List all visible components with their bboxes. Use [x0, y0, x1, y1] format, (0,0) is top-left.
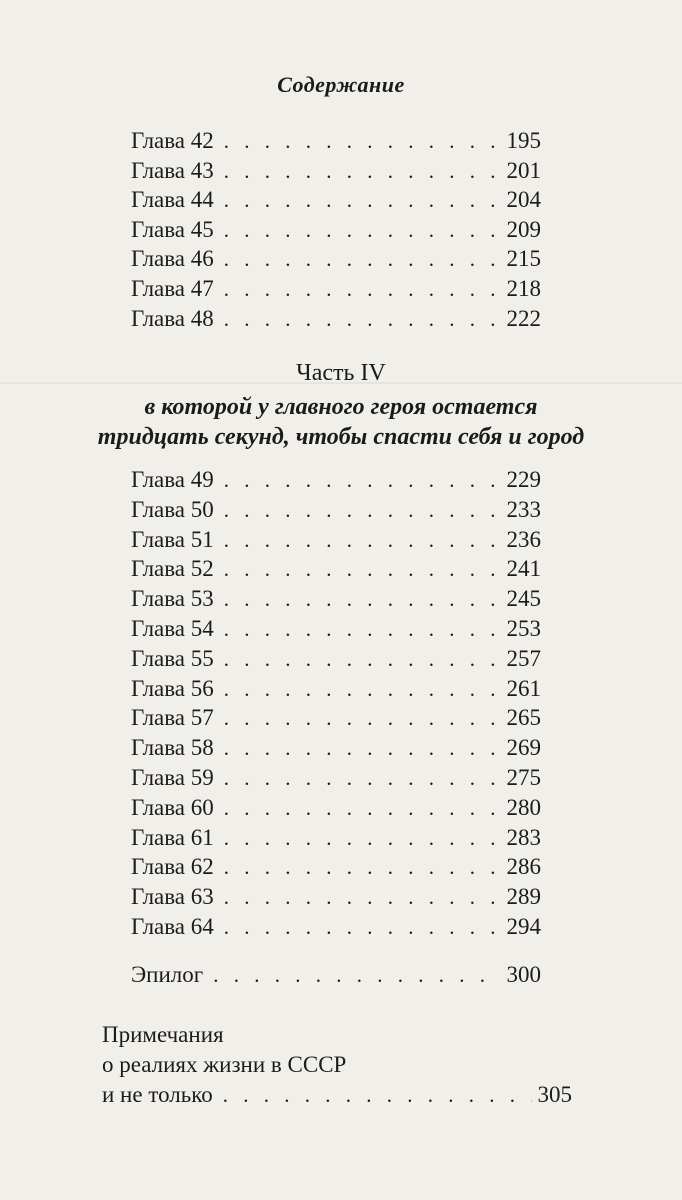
entry-label: Глава 50: [131, 496, 214, 522]
toc-entry[interactable]: [131, 616, 541, 646]
toc-entry[interactable]: [131, 914, 541, 944]
toc-entry[interactable]: [131, 467, 541, 497]
entry-label: Глава 43: [131, 157, 214, 183]
notes-title-line1: Примечания: [102, 1022, 224, 1047]
leader-dots: [224, 855, 501, 880]
entry-label: Глава 59: [131, 765, 214, 790]
toc-entry[interactable]: [131, 676, 541, 706]
leader-dots: [224, 736, 501, 761]
entry-label: Глава 51: [131, 526, 214, 552]
running-title: Содержание: [277, 72, 405, 97]
entry-label: Глава 60: [131, 794, 214, 820]
toc-entry[interactable]: [131, 158, 541, 188]
entry-label: Глава 62: [131, 854, 214, 880]
entry-label: Глава 58: [131, 735, 214, 761]
entry-page-number: 209: [506, 216, 541, 242]
entry-label: и не только: [102, 1082, 213, 1107]
toc-entry[interactable]: [131, 527, 541, 557]
leader-dots: [223, 1083, 532, 1108]
entry-label: Глава 46: [131, 246, 214, 272]
leader-dots: [224, 796, 501, 821]
leader-dots: [224, 915, 501, 940]
toc-entry[interactable]: [131, 246, 541, 276]
entry-page-number: 229: [506, 467, 541, 492]
toc-entry-notes[interactable]: [102, 1082, 572, 1112]
leader-dots: [224, 277, 501, 302]
entry-page-number: 261: [506, 675, 541, 701]
leader-dots: [224, 528, 501, 553]
entry-page-number: 222: [506, 305, 541, 331]
toc-entry[interactable]: [131, 735, 541, 765]
entry-page-number: 195: [506, 128, 541, 153]
toc-entry[interactable]: [131, 187, 541, 217]
entry-label: Глава 57: [131, 705, 214, 731]
toc-entry[interactable]: [131, 825, 541, 855]
part-title: Часть IV: [296, 360, 386, 386]
leader-dots: [224, 188, 501, 213]
entry-label: Глава 63: [131, 884, 214, 910]
leader-dots: [224, 247, 501, 272]
part-subtitle-line2: тридцать секунд, чтобы спасти себя и город: [97, 424, 585, 450]
entry-label: Глава 64: [131, 914, 214, 939]
entry-page-number: 201: [506, 157, 541, 183]
leader-dots: [224, 468, 501, 493]
leader-dots: [224, 307, 501, 332]
toc-entry[interactable]: [131, 497, 541, 527]
entry-page-number: 265: [506, 705, 541, 731]
leader-dots: [224, 677, 501, 702]
entry-label: Глава 61: [131, 824, 214, 850]
entry-page-number: 204: [506, 187, 541, 213]
entry-label: Глава 48: [131, 305, 214, 331]
toc-entry[interactable]: [131, 276, 541, 306]
entry-page-number: 275: [506, 765, 541, 790]
entry-page-number: 218: [506, 276, 541, 301]
leader-dots: [224, 706, 501, 731]
leader-dots: [224, 826, 501, 851]
entry-page-number: 305: [537, 1082, 572, 1107]
entry-page-number: 233: [506, 496, 541, 522]
part-subtitle-line1: в которой у главного героя остается: [144, 394, 538, 420]
entry-page-number: 215: [506, 246, 541, 272]
entry-page-number: 280: [506, 794, 541, 820]
entry-page-number: 236: [506, 526, 541, 552]
leader-dots: [224, 766, 501, 791]
leader-dots: [224, 587, 501, 612]
leader-dots: [224, 129, 501, 154]
toc-entry[interactable]: [131, 854, 541, 884]
entry-label: Глава 56: [131, 675, 214, 701]
entry-label: Глава 47: [131, 276, 214, 301]
entry-page-number: 257: [506, 645, 541, 671]
entry-page-number: 289: [506, 884, 541, 910]
leader-dots: [224, 498, 501, 523]
entry-page-number: 294: [506, 914, 541, 939]
entry-page-number: 300: [506, 962, 541, 987]
entry-label: Глава 44: [131, 187, 214, 213]
entry-label: Глава 55: [131, 645, 214, 671]
leader-dots: [224, 647, 501, 672]
leader-dots: [224, 557, 501, 582]
entry-page-number: 245: [506, 586, 541, 612]
entry-label: Глава 49: [131, 467, 214, 492]
entry-page-number: 253: [506, 616, 541, 641]
entry-label: Эпилог: [131, 962, 204, 987]
toc-entry[interactable]: [131, 556, 541, 586]
toc-entry[interactable]: [131, 765, 541, 795]
leader-dots: [224, 159, 501, 184]
entry-page-number: 286: [506, 854, 541, 880]
entry-label: Глава 42: [131, 128, 214, 153]
notes-title-line2: о реалиях жизни в СССР: [102, 1052, 347, 1077]
leader-dots: [224, 218, 501, 243]
entry-label: Глава 45: [131, 216, 214, 242]
toc-entry[interactable]: [131, 128, 541, 158]
entry-label: Глава 53: [131, 586, 214, 612]
toc-entry[interactable]: [131, 795, 541, 825]
entry-label: Глава 54: [131, 616, 214, 641]
toc-entry[interactable]: [131, 646, 541, 676]
leader-dots: [213, 963, 500, 988]
leader-dots: [224, 617, 501, 642]
entry-page-number: 283: [506, 824, 541, 850]
toc-entry-epilogue[interactable]: [131, 962, 541, 992]
entry-label: Глава 52: [131, 556, 214, 582]
toc-entry[interactable]: [131, 705, 541, 735]
toc-entry[interactable]: [131, 586, 541, 616]
toc-entry[interactable]: [131, 306, 541, 336]
entry-page-number: 269: [506, 735, 541, 761]
toc-entry[interactable]: [131, 884, 541, 914]
toc-entry[interactable]: [131, 217, 541, 247]
entry-page-number: 241: [506, 556, 541, 582]
leader-dots: [224, 885, 501, 910]
